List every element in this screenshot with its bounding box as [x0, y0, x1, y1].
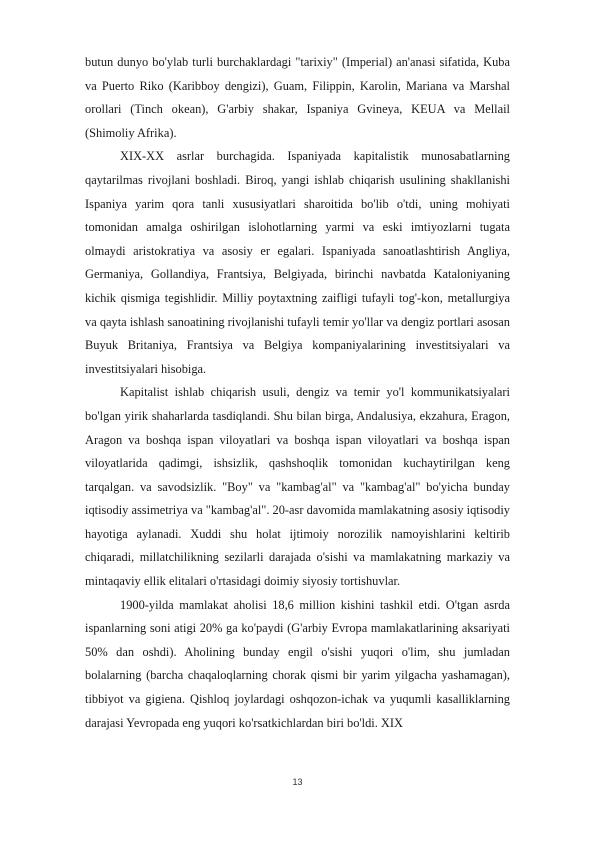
page-number: 13: [292, 777, 303, 787]
paragraph-2: XIX-XX asrlar burchagida. Ispaniyada kapitalistik munosabatlarning qaytarilmas rivojlani boshladi. Biroq, yangi ishlab chiqarish usulining shakllanishi Ispaniya yarim qora tanli xususiyatlari sharoitida bo'lib o'tdi, uning mohiyati tomonidan amalga oshirilgan islohotlarning yarmi va eski imtiyozlarni tugata olmaydi aristokratiya va asosiy er egalari. Ispaniyada sanoatlashtirish Angliya, Germaniya, Gollandiya, Frantsiya, Belgiyada, birinchi navbatda Kataloniyaning kichik qismiga tegishlidir. Milliy poytaxtning zaifligi tufayli tog'-kon, metallurgiya va qayta ishlash sanoatining rivojlanishi tufayli temir yo'llar va dengiz portlari asosan Buyuk Britaniya, Frantsiya va Belgiya kompaniyalarining investitsiyalari va investitsiyalari hisobiga.: [85, 149, 510, 376]
paragraph-1: butun dunyo bo'ylab turli burchaklardagi "tarixiy" (Imperial) an'anasi sifatida, Kuba va Puerto Riko (Karibboy dengizi), Guam, Filippin, Karolin, Mariana va Marshal orollari (Tinch okean), G'arbiy shakar, Ispaniya Gvineya, KEUA va Mellail (Shimoliy Afrika).: [85, 55, 510, 140]
paragraph-4: 1900-yilda mamlakat aholisi 18,6 million kishini tashkil etdi. O'tgan asrda ispanlarning soni atigi 20% ga ko'paydi (G'arbiy Evropa mamlakatlarining aksariyati 50% dan oshdi). Aholining bunday engil o'sishi yuqori o'lim, shu jumladan bolalarning (barcha chaqaloqlarning chorak qismi bir yarim yilgacha yashamagan), tibbiyot va gigiena. Qishloq joylardagi oshqozon-ichak va yuqumli kasalliklarning darajasi Yevropada eng yuqori ko'rsatkichlardan biri bo'ldi. XIX: [85, 597, 510, 730]
document-body: [85, 51, 510, 735]
paragraph-3: Kapitalist ishlab chiqarish usuli, dengiz va temir yo'l kommunikatsiyalari bo'lgan yirik shaharlarda tasdiqlandi. Shu bilan birga, Andalusiya, ekzahura, Eragon, Aragon va boshqa ispan viloyatlari va boshqa ispan viloyatlari va boshqa ispan viloyatlarida qadimgi, ishsizlik, qashshoqlik tomonidan kuchaytirilgan keng tarqalgan. va savodsizlik. "Boy" va "kambag'al" va "kambag'al" bo'yicha bunday iqtisodiy assimetriya va "kambag'al". 20-asr davomida mamlakatning asosiy iqtisodiy hayotiga aylanadi. Xuddi shu holat ijtimoiy norozilik namoyishlarini keltirib chiqaradi, millatchilikning sezilarli darajada o'sishi va mamlakatning markaziy va mintaqaviy ellik elitalari o'rtasidagi doimiy siyosiy tortishuvlar.: [85, 385, 510, 589]
